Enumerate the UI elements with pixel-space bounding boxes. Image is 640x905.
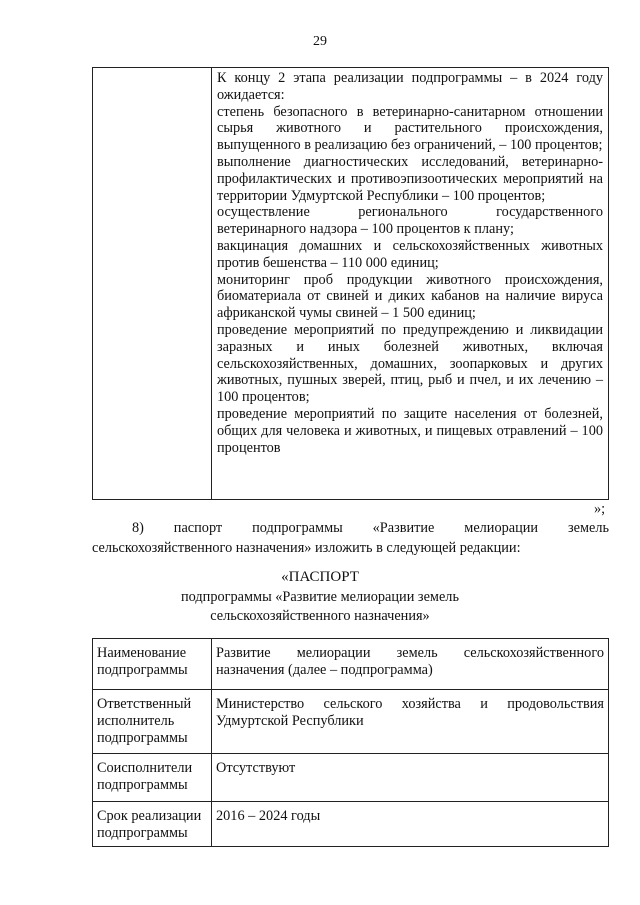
table-row: [93, 754, 609, 802]
expected-results-cell: [217, 70, 603, 456]
passport-title: «ПАСПОРТ: [281, 569, 359, 585]
amendment-item-8: 8) паспорт подпрограммы «Развитие мелиорации земель сельскохозяйственного назначения» изложить в следующей редакции:: [92, 520, 609, 556]
expected-result-item: степень безопасного в ветеринарно-санитарном отношении сырья животного и растительного происхождения, выпущенного в реализацию без ограничений, – 100 процентов;: [217, 103, 603, 154]
row-value: 2016 – 2024 годы: [212, 802, 609, 847]
expected-result-item: проведение мероприятий по предупреждению и ликвидации заразных и иных болезней животных, включая сельскохозяйственных, домашних, зоопарковых и других животных, пушных зверей, птиц, рыб и пчел, и их лечению – 100 процентов;: [217, 321, 603, 406]
row-label: Ответственный исполнитель подпрограммы: [93, 690, 212, 754]
table-column-divider: [211, 68, 212, 499]
page-number: 29: [313, 34, 327, 49]
expected-result-item: вакцинация домашних и сельскохозяйственных животных против бешенства – 110 000 единиц;: [217, 237, 603, 271]
continued-table: [92, 67, 609, 500]
expected-result-item: мониторинг проб продукции животного происхождения, биоматериала от свиней и диких кабанов на наличие вируса африканской чумы свиней – 1 500 единиц;: [217, 271, 603, 322]
row-label: Соисполнители подпрограммы: [93, 754, 212, 802]
row-label: Наименование подпрограммы: [93, 639, 212, 690]
row-value: Отсутствуют: [212, 754, 609, 802]
row-value: Развитие мелиорации земель сельскохозяйственного назначения (далее – подпрограмма): [212, 639, 609, 690]
row-label: Срок реализации подпрограммы: [93, 802, 212, 847]
table-row: [93, 690, 609, 754]
expected-result-item: осуществление регионального государственного ветеринарного надзора – 100 процентов к плану;: [217, 204, 603, 238]
closing-quote: »;: [594, 501, 606, 517]
table-row: [93, 639, 609, 690]
expected-result-item: проведение мероприятий по защите населения от болезней, общих для человека и животных, и пищевых отравлений – 100 процентов: [217, 405, 603, 456]
row-value: Министерство сельского хозяйства и продовольствия Удмуртской Республики: [212, 690, 609, 754]
passport-table: [92, 638, 609, 847]
passport-subtitle: подпрограммы «Развитие мелиорации земель сельскохозяйственного назначения»: [181, 589, 459, 624]
expected-results-intro: К концу 2 этапа реализации подпрограммы – в 2024 году ожидается:: [217, 70, 603, 103]
table-row: [93, 802, 609, 847]
expected-result-item: выполнение диагностических исследований, ветеринарно-профилактических и противоэпизоотических мероприятий на территории Удмуртской Республики – 100 процентов;: [217, 153, 603, 204]
